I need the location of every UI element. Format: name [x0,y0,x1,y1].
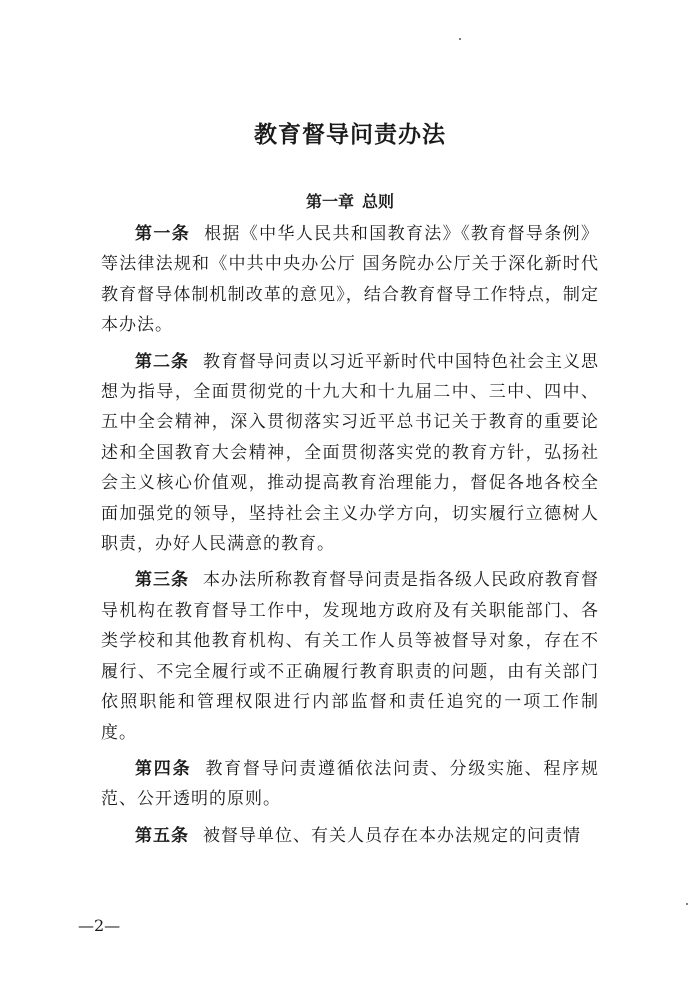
article-label: 第一条 [135,224,191,244]
article-label: 第三条 [135,570,189,591]
scan-speck [686,903,688,905]
document-body [101,219,599,857]
document-title: 教育督导问责办法 [254,121,446,148]
article-text: 被督导单位、有关人员存在本办法规定的问责情 [203,825,581,846]
scan-speck [459,38,461,40]
article-text: 本办法所称教育督导问责是指各级人民政府教育督导机构在教育督导工作中，发现地方政府及有关职能部门、各类学校和其他教育机构、有关工作人员等被督导对象，存在不履行、不完全履行或不正确履行教育职责的问题，由有关部门依照职能和管理权限进行内部监督和责任追究的一项工作制度。 [101,570,599,743]
article-text: 教育督导问责以习近平新时代中国特色社会主义思想为指导，全面贯彻党的十九大和十九届二中、三中、四中、五中全会精神，深入贯彻落实习近平总书记关于教育的重要论述和全国教育大会精神，全面贯彻落实党的教育方针，弘扬社会主义核心价值观，推动提高教育治理能力，督促各地各校全面加强党的领导，坚持社会主义办学方向，切实履行立德树人职责，办好人民满意的教育。 [101,351,599,555]
chapter-heading [0,189,700,212]
article-5 [101,821,599,851]
article-text: 教育督导问责遵循依法问责、分级实施、程序规范、公开透明的原则。 [101,758,600,810]
article-2 [101,347,599,560]
chapter-name: 总则 [362,192,395,211]
article-3 [101,565,599,747]
article-1 [101,219,599,341]
article-label: 第四条 [135,758,192,779]
chapter-number: 第一章 [305,192,354,211]
article-label: 第五条 [135,825,189,846]
page-number: —2— [78,916,121,935]
article-text: 根据《中华人民共和国教育法》《教育督导条例》等法律法规和《中共中央办公厅 国务院办公厅关于深化新时代教育督导体制机制改革的意见》，结合教育督导工作特点，制定本办法。 [101,224,599,336]
article-4 [101,754,599,815]
article-label: 第二条 [135,351,189,372]
